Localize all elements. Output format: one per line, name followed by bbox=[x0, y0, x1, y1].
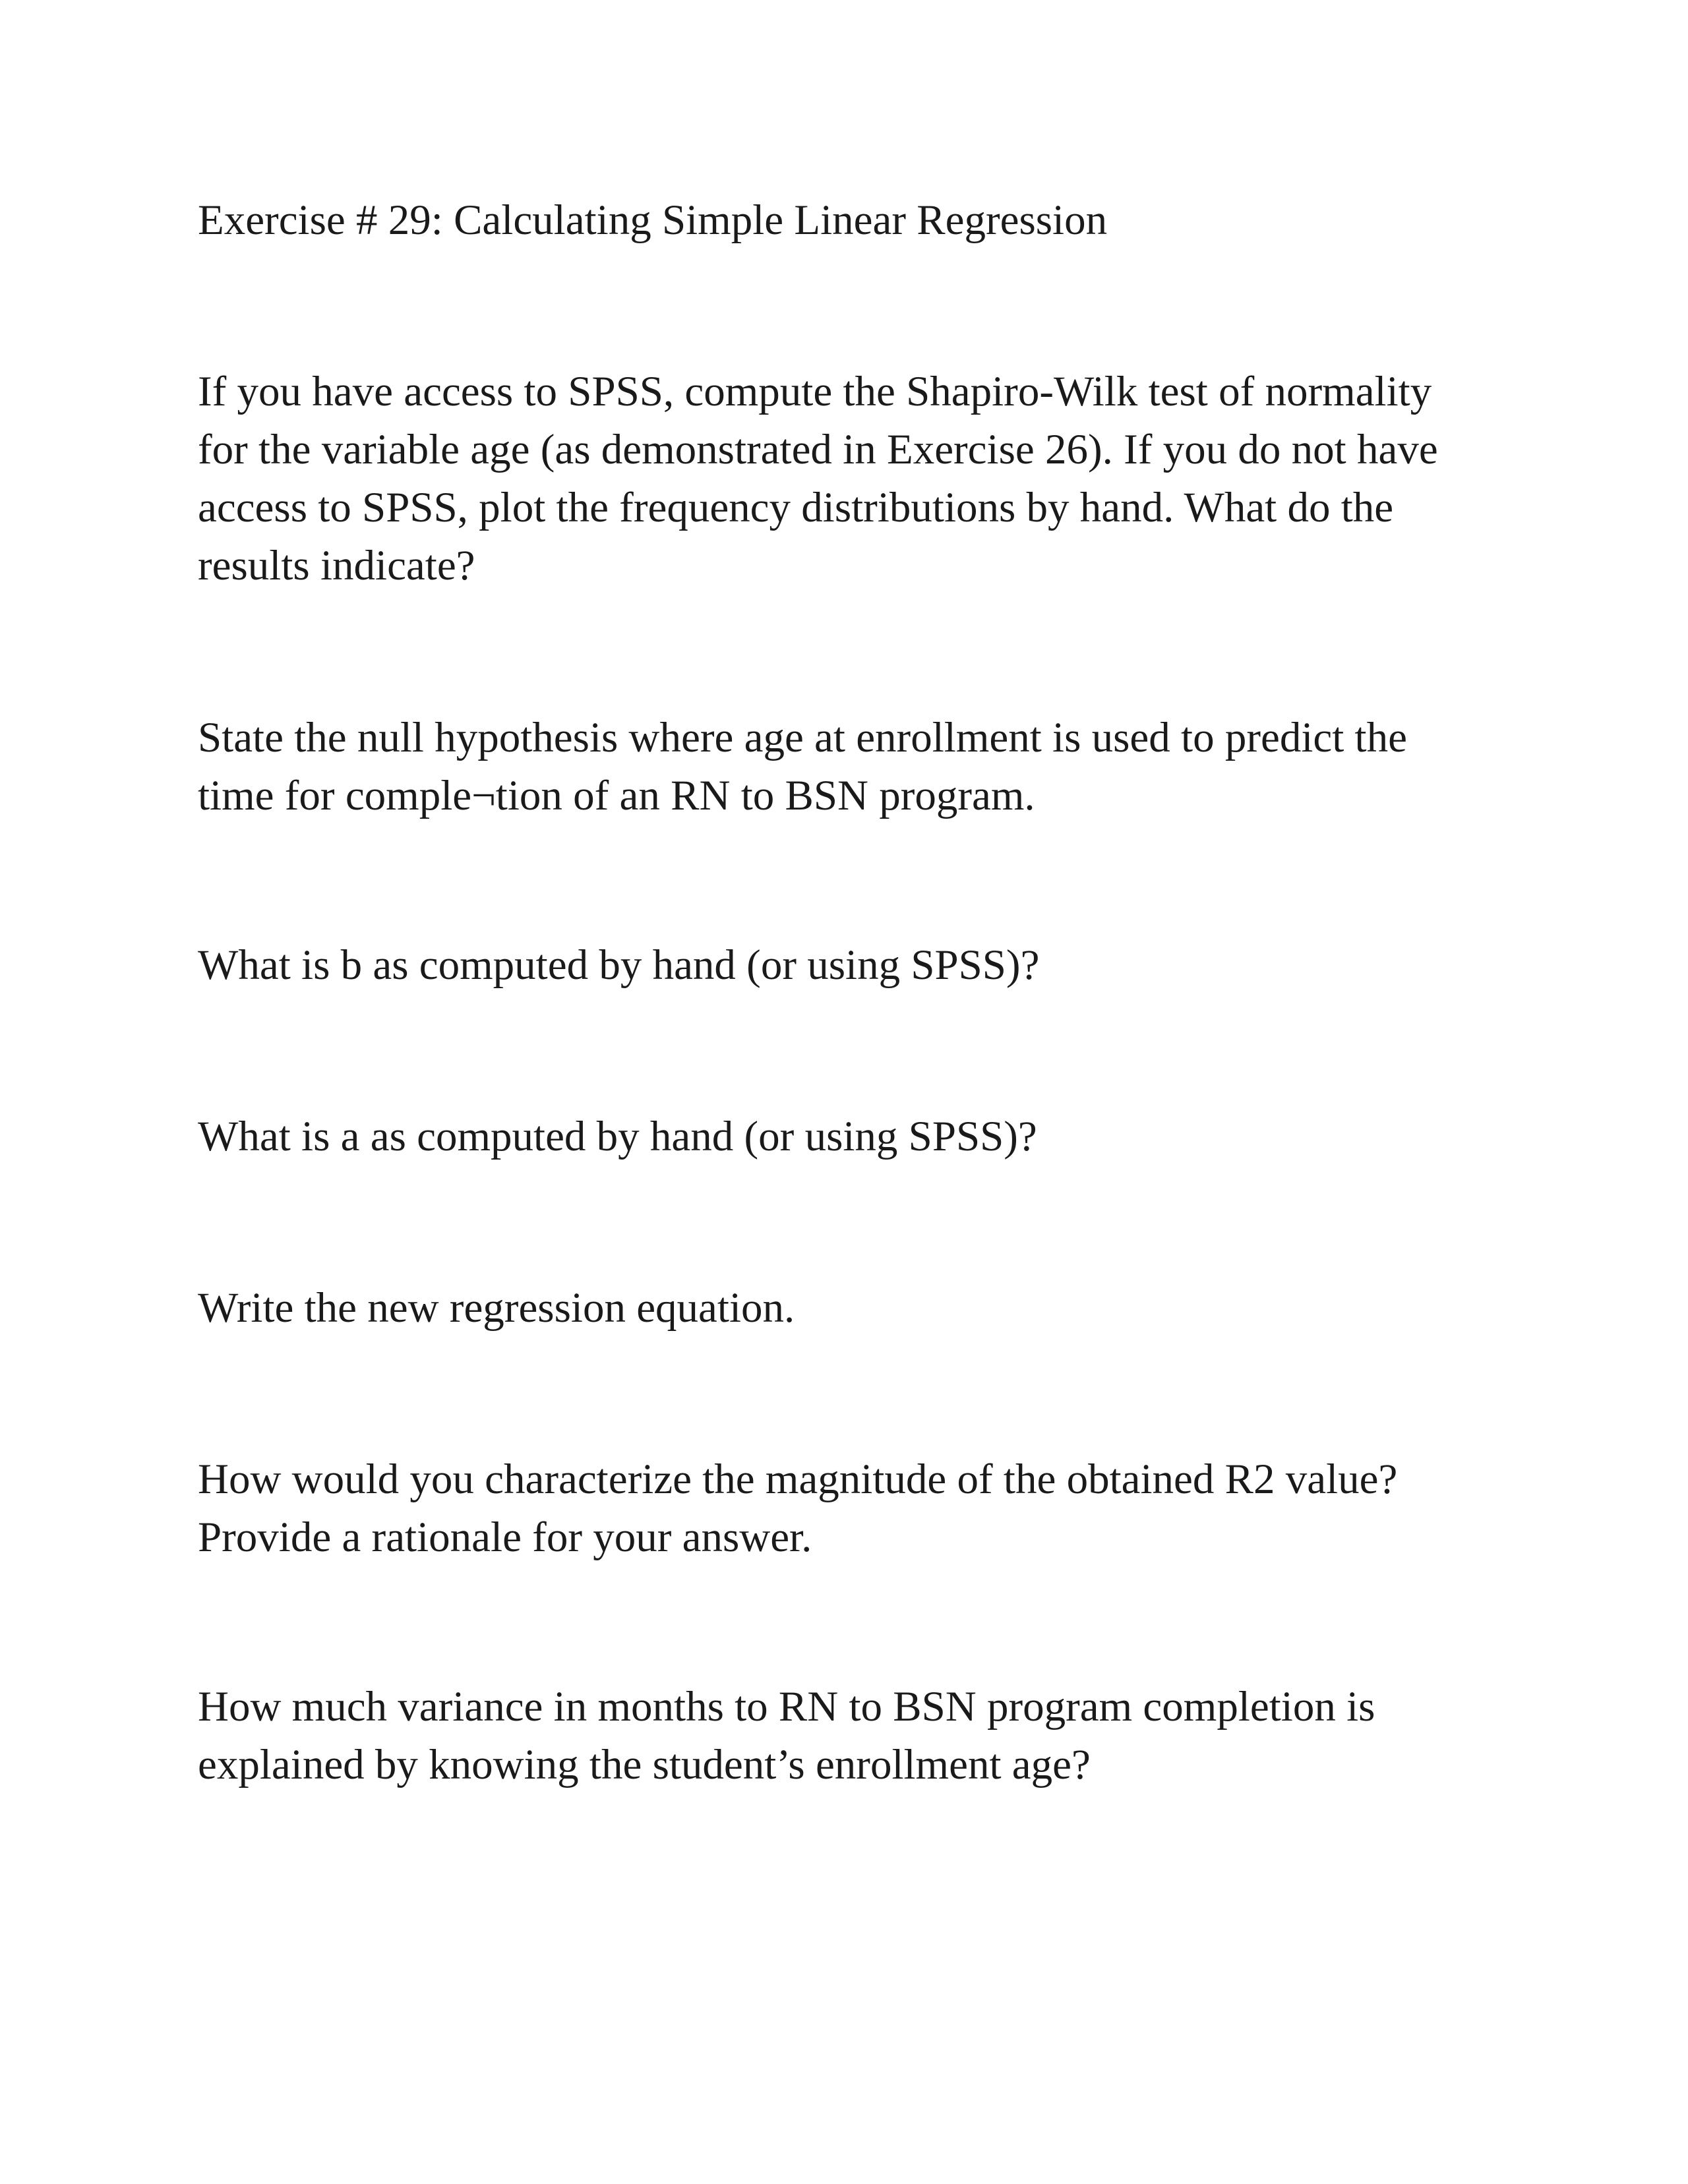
question-variance-explained: How much variance in months to RN to BSN program completion is explained by knowing the student’s enrollment age? bbox=[198, 1683, 1375, 1788]
question-r2-magnitude: How would you characterize the magnitude of the obtained R2 value? Provide a rationale for your answer. bbox=[198, 1456, 1398, 1561]
question-regression-equation: Write the new regression equation. bbox=[198, 1284, 795, 1332]
question-null-hypothesis: State the null hypothesis where age at enrollment is used to predict the time for comple¬tion of an RN to BSN program. bbox=[198, 714, 1407, 819]
question-shapiro-wilk: If you have access to SPSS, compute the Shapiro-Wilk test of normality for the variable age (as demonstrated in Exercise 26). If you do not have access to SPSS, plot the frequency distributions by hand. What do the results indicate? bbox=[198, 368, 1438, 589]
question-intercept-a: What is a as computed by hand (or using SPSS)? bbox=[198, 1113, 1037, 1160]
exercise-title: Exercise # 29: Calculating Simple Linear Regression bbox=[198, 196, 1108, 244]
question-slope-b: What is b as computed by hand (or using SPSS)? bbox=[198, 941, 1040, 989]
